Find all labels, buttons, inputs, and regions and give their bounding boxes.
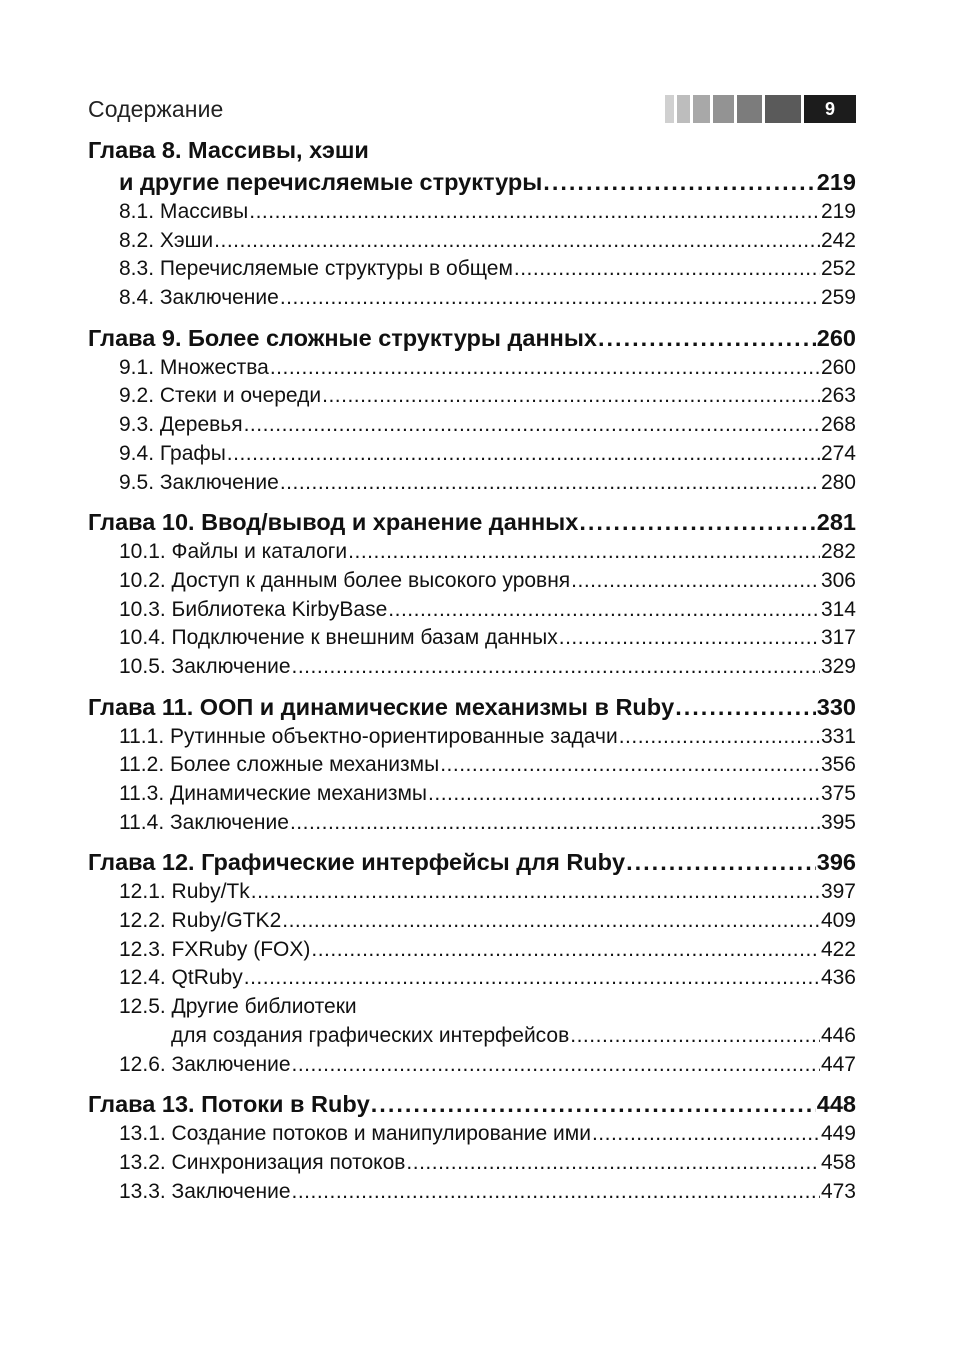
toc-entry[interactable]: 8.4. Заключение ..... 259 <box>88 284 856 313</box>
chapter-11 <box>88 691 856 838</box>
chapter-title-line1[interactable]: Глава 8. Массивы, хэши <box>88 137 369 163</box>
leader-dots <box>282 907 820 936</box>
chapter-title[interactable]: Глава 13. Потоки в Ruby ..... 448 <box>88 1088 856 1120</box>
leader-dots <box>371 1088 816 1120</box>
leader-dots <box>559 624 820 653</box>
toc-entry[interactable]: 10.5. Заключение ..... 329 <box>88 653 856 682</box>
chapter-page: 260 <box>816 324 856 351</box>
toc-entry[interactable]: 10.1. Файлы и каталоги ..... 282 <box>88 538 856 567</box>
toc-entry[interactable]: 11.3. Динамические механизмы ..... 375 <box>88 780 856 809</box>
toc-entry[interactable]: 10.3. Библиотека KirbyBase ..... 314 <box>88 596 856 625</box>
toc-entry[interactable]: 11.1. Рутинные объектно-ориентированные задачи ..... 331 <box>88 723 856 752</box>
strip-bar <box>737 95 762 123</box>
strip-bar <box>713 95 734 123</box>
chapter-title-line2[interactable]: и другие перечисляемые структуры ..... 219 <box>88 166 856 198</box>
chapter-page: 396 <box>816 849 856 876</box>
chapter-page: 330 <box>816 693 856 720</box>
strip-bar <box>665 95 674 123</box>
leader-dots <box>598 322 816 354</box>
leader-dots <box>311 936 820 965</box>
toc-entry[interactable]: 9.4. Графы ..... 274 <box>88 440 856 469</box>
leader-dots <box>280 469 820 498</box>
leader-dots <box>619 723 820 752</box>
toc-entry[interactable]: 11.4. Заключение ..... 395 <box>88 809 856 838</box>
page-header <box>88 92 856 126</box>
chapter-8 <box>88 134 856 313</box>
toc-entry[interactable]: 12.1. Ruby/Tk ..... 397 <box>88 878 856 907</box>
toc-entry[interactable]: 12.6. Заключение ..... 447 <box>88 1051 856 1080</box>
leader-dots <box>440 751 820 780</box>
leader-dots <box>428 780 820 809</box>
chapter-title[interactable]: Глава 10. Ввод/вывод и хранение данных ..... 281 <box>88 506 856 538</box>
leader-dots <box>571 567 820 596</box>
toc-entry[interactable]: 11.2. Более сложные механизмы ..... 356 <box>88 751 856 780</box>
leader-dots <box>249 198 820 227</box>
toc-entry-line1[interactable]: 12.5. Другие библиотеки <box>119 995 357 1019</box>
toc-entry[interactable]: 13.1. Создание потоков и манипулирование ими ..... 449 <box>88 1120 856 1149</box>
chapter-page: 448 <box>816 1091 856 1118</box>
chapter-title[interactable]: Глава 11. ООП и динамические механизмы в Ruby ..... 330 <box>88 691 856 723</box>
toc-entry[interactable]: 8.2. Хэши ..... 242 <box>88 227 856 256</box>
leader-dots <box>579 506 815 538</box>
toc-entry[interactable]: 9.1. Множества ..... 260 <box>88 354 856 383</box>
leader-dots <box>592 1120 820 1149</box>
leader-dots <box>406 1149 820 1178</box>
leader-dots <box>675 691 816 723</box>
toc-entry[interactable]: 12.4. QtRuby ..... 436 <box>88 964 856 993</box>
toc-entry-line2[interactable]: для создания графических интерфейсов ..... 446 <box>88 1022 856 1051</box>
page-number: 9 <box>804 95 856 123</box>
leader-dots <box>244 411 820 440</box>
chapter-page: 219 <box>816 169 856 195</box>
chapter-page: 281 <box>816 509 856 536</box>
toc-page <box>88 92 856 1215</box>
toc-entry[interactable]: 12.2. Ruby/GTK2 ..... 409 <box>88 907 856 936</box>
chapter-9 <box>88 322 856 497</box>
toc-entry[interactable]: 12.3. FXRuby (FOX) ..... 422 <box>88 936 856 965</box>
leader-dots <box>292 653 820 682</box>
page-number-strip <box>665 95 856 123</box>
toc-entry[interactable]: 9.2. Стеки и очереди ..... 263 <box>88 382 856 411</box>
chapter-12 <box>88 846 856 1079</box>
toc-entry[interactable]: 8.3. Перечисляемые структуры в общем ..... 252 <box>88 255 856 284</box>
leader-dots <box>280 284 820 313</box>
leader-dots <box>514 255 820 284</box>
toc-entry[interactable]: 10.4. Подключение к внешним базам данных ..... 317 <box>88 624 856 653</box>
leader-dots <box>290 809 820 838</box>
leader-dots <box>348 538 820 567</box>
chapter-13 <box>88 1088 856 1206</box>
leader-dots <box>570 1022 820 1051</box>
leader-dots <box>292 1051 820 1080</box>
leader-dots <box>292 1178 820 1207</box>
leader-dots <box>244 964 820 993</box>
leader-dots <box>251 878 820 907</box>
toc-entry[interactable]: 13.3. Заключение ..... 473 <box>88 1178 856 1207</box>
leader-dots <box>626 846 816 878</box>
chapter-title[interactable]: Глава 9. Более сложные структуры данных ..... 260 <box>88 322 856 354</box>
strip-bar <box>693 95 710 123</box>
chapter-10 <box>88 506 856 681</box>
leader-dots <box>214 227 820 256</box>
chapter-title[interactable]: Глава 12. Графические интерфейсы для Ruby ..... 396 <box>88 846 856 878</box>
toc-entry[interactable]: 9.3. Деревья ..... 268 <box>88 411 856 440</box>
header-title: Содержание <box>88 95 224 122</box>
strip-bar <box>765 95 801 123</box>
leader-dots <box>322 382 820 411</box>
strip-bar <box>677 95 690 123</box>
leader-dots <box>388 596 820 625</box>
leader-dots <box>227 440 820 469</box>
toc-entry[interactable]: 9.5. Заключение ..... 280 <box>88 469 856 498</box>
leader-dots <box>543 166 815 198</box>
toc-entry[interactable]: 10.2. Доступ к данным более высокого уровня ..... 306 <box>88 567 856 596</box>
toc-entry[interactable]: 8.1. Массивы ..... 219 <box>88 198 856 227</box>
toc-entry[interactable]: 13.2. Синхронизация потоков ..... 458 <box>88 1149 856 1178</box>
leader-dots <box>270 354 820 383</box>
